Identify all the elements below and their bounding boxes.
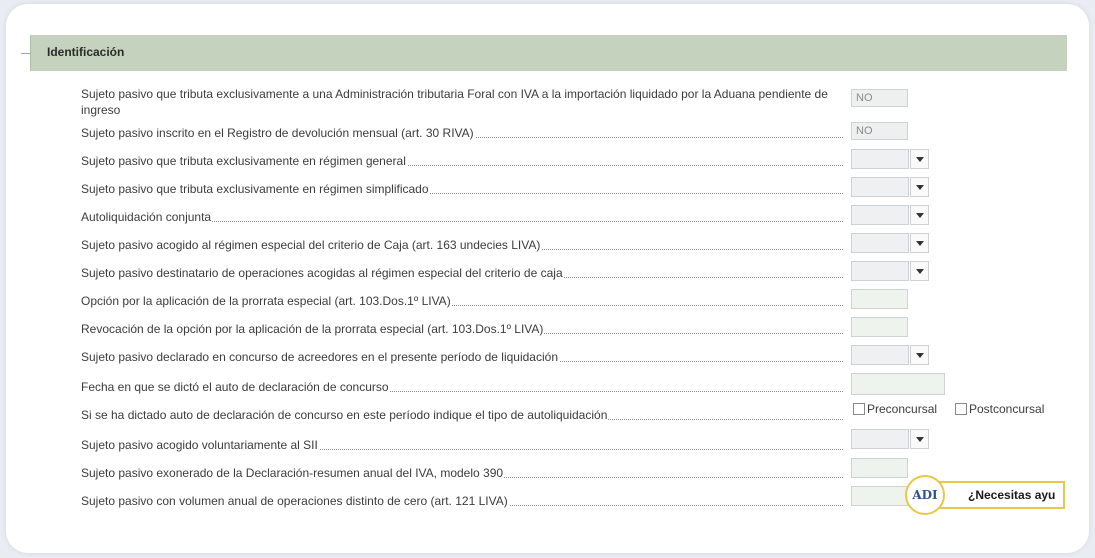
preconcursal-label: Preconcursal bbox=[867, 402, 938, 416]
chevron-down-icon[interactable] bbox=[910, 233, 929, 253]
prorrata-especial-field[interactable] bbox=[851, 289, 908, 309]
form-row-autoliquidacion-conjunta bbox=[81, 209, 851, 225]
chevron-down-icon[interactable] bbox=[910, 149, 929, 169]
form-row-prorrata-especial bbox=[81, 293, 851, 309]
form-row-regimen-simplificado bbox=[81, 181, 851, 197]
destinatario-criterio-caja-select[interactable] bbox=[851, 261, 929, 281]
select-value[interactable] bbox=[851, 345, 909, 365]
section-header bbox=[30, 35, 1067, 71]
row-label: Sujeto pasivo con volumen anual de operaciones distinto de cero (art. 121 LIVA) bbox=[81, 494, 508, 508]
row-label: Sujeto pasivo destinatario de operaciones acogidas al régimen especial del criterio de caja bbox=[81, 266, 563, 280]
row-label: Sujeto pasivo inscrito en el Registro de devolución mensual (art. 30 RIVA) bbox=[81, 126, 474, 140]
row-label: Autoliquidación conjunta bbox=[81, 210, 212, 224]
checkbox-box[interactable] bbox=[955, 403, 967, 415]
chevron-down-icon[interactable] bbox=[910, 429, 929, 449]
foral-importacion-field[interactable]: NO bbox=[851, 89, 908, 107]
select-value[interactable] bbox=[851, 177, 909, 197]
row-label: Sujeto pasivo que tributa exclusivamente en régimen general bbox=[81, 154, 406, 168]
select-value[interactable] bbox=[851, 429, 909, 449]
row-label: Si se ha dictado auto de declaración de concurso en este período indique el tipo de autoliquidación bbox=[81, 408, 608, 422]
revocacion-prorrata-field[interactable] bbox=[851, 317, 908, 337]
chevron-down-icon[interactable] bbox=[910, 205, 929, 225]
postconcursal-checkbox[interactable] bbox=[955, 402, 1044, 416]
modelo-390-field[interactable] bbox=[851, 458, 908, 478]
row-label: Sujeto pasivo que tributa exclusivamente a una Administración tributaria Foral con IVA a la importación liquidado por la Aduana pendiente de ingreso bbox=[81, 87, 828, 117]
criterio-caja-select[interactable] bbox=[851, 233, 929, 253]
preconcursal-checkbox[interactable] bbox=[853, 402, 937, 416]
form-row-fecha-auto bbox=[81, 379, 851, 395]
form-row-regimen-general bbox=[81, 153, 851, 169]
form-row-criterio-caja bbox=[81, 237, 851, 253]
section-title: Identificación bbox=[47, 45, 125, 59]
row-label: Fecha en que se dictó el auto de declaración de concurso bbox=[81, 380, 389, 394]
row-label: Sujeto pasivo acogido al régimen especial del criterio de Caja (art. 163 undecies LIVA) bbox=[81, 238, 541, 252]
form-row-revocacion-prorrata bbox=[81, 321, 851, 337]
form-row-sii bbox=[81, 437, 851, 453]
select-value[interactable] bbox=[851, 205, 909, 225]
concurso-acreedores-select[interactable] bbox=[851, 345, 929, 365]
help-widget[interactable] bbox=[905, 475, 1095, 515]
regimen-simplificado-select[interactable] bbox=[851, 177, 929, 197]
row-label: Sujeto pasivo que tributa exclusivamente en régimen simplificado bbox=[81, 182, 429, 196]
autoliquidacion-conjunta-select[interactable] bbox=[851, 205, 929, 225]
sii-select[interactable] bbox=[851, 429, 929, 449]
select-value[interactable] bbox=[851, 149, 909, 169]
form-row-modelo-390 bbox=[81, 465, 851, 481]
fecha-auto-field[interactable] bbox=[851, 373, 945, 395]
chevron-down-icon[interactable] bbox=[910, 177, 929, 197]
row-label: Sujeto pasivo exonerado de la Declaración-resumen anual del IVA, modelo 390 bbox=[81, 466, 504, 480]
form-row-tipo-autoliquidacion bbox=[81, 407, 851, 423]
help-text[interactable]: ¿Necesitas ayu bbox=[968, 488, 1056, 502]
select-value[interactable] bbox=[851, 261, 909, 281]
row-label: Opción por la aplicación de la prorrata especial (art. 103.Dos.1º LIVA) bbox=[81, 294, 451, 308]
form-row-destinatario-criterio-caja bbox=[81, 265, 851, 281]
chevron-down-icon[interactable] bbox=[910, 345, 929, 365]
row-label: Revocación de la opción por la aplicación de la prorrata especial (art. 103.Dos.1º LIVA) bbox=[81, 322, 544, 336]
row-label: Sujeto pasivo acogido voluntariamente al SII bbox=[81, 438, 318, 452]
volumen-operaciones-field[interactable] bbox=[851, 486, 908, 506]
devolucion-mensual-field[interactable]: NO bbox=[851, 122, 908, 140]
form-row-volumen-operaciones bbox=[81, 493, 851, 509]
adi-logo-icon[interactable]: ADI bbox=[905, 475, 945, 515]
regimen-general-select[interactable] bbox=[851, 149, 929, 169]
checkbox-box[interactable] bbox=[853, 403, 865, 415]
select-value[interactable] bbox=[851, 233, 909, 253]
chevron-down-icon[interactable] bbox=[910, 261, 929, 281]
postconcursal-label: Postconcursal bbox=[969, 402, 1045, 416]
form-row-devolucion-mensual bbox=[81, 125, 851, 141]
form-row-foral-importacion bbox=[81, 86, 851, 118]
row-label: Sujeto pasivo declarado en concurso de acreedores en el presente período de liquidación bbox=[81, 350, 558, 364]
form-row-concurso-acreedores bbox=[81, 349, 851, 365]
